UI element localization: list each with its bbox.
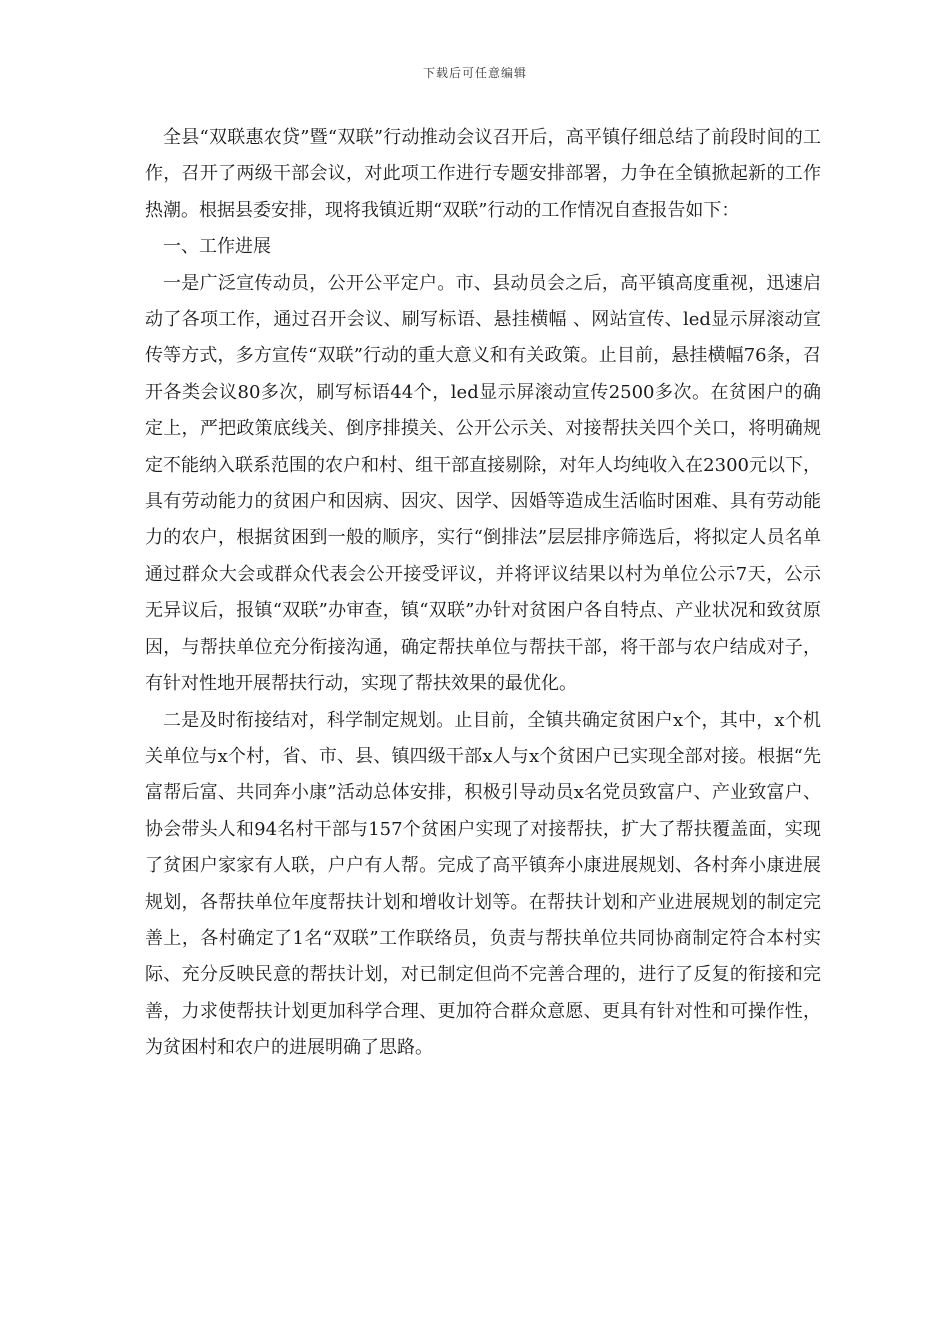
body-paragraph: 一是广泛宣传动员，公开公平定户。市、县动员会之后，高平镇高度重视，迅速启动了各项工作，通过召开会议、刷写标语、悬挂横幅 、网站宣传、led显示屏滚动宣传等方式，多方宣传“双联”行动的重大意义和有关政策。止目前，悬挂横幅76条，召开各类会议80多次，刷写标语44个，led显示屏滚动宣传2500多次。在贫困户的确定上，严把政策底线关、倒序排摸关、公开公示关、对接帮扶关四个关口，将明确规定不能纳入联系范围的农户和村、组干部直接剔除，对年人均纯收入在2300元以下，具有劳动能力的贫困户和因病、因灾、因学、因婚等造成生活临时困难、具有劳动能力的农户，根据贫困到一般的顺序，实行“倒排法”层层排序筛选后，将拟定人员名单通过群众大会或群众代表会公开接受评议，并将评议结果以村为单位公示7天，公示无异议后，报镇“双联”办审查，镇“双联”办针对贫困户各自特点、产业状况和致贫原因，与帮扶单位充分衔接沟通，确定帮扶单位与帮扶干部，将干部与农户结成对子，有针对性地开展帮扶行动，实现了帮扶效果的最优化。 (145, 272, 821, 695)
page-header-note: 下载后可任意编辑 (422, 66, 527, 80)
intro-paragraph: 全县“双联惠农贷”暨“双联”行动推动会议召开后，高平镇仔细总结了前段时间的工作，召开了两级干部会议，对此项工作进行专题安排部署，力争在全镇掀起新的工作热潮。根据县委安排，现将我镇近期“双联”行动的工作情况自查报告如下： (145, 127, 821, 221)
section-heading: 一、工作进展 (163, 236, 271, 258)
document-body (145, 120, 821, 1067)
body-paragraph: 二是及时衔接结对，科学制定规划。止目前，全镇共确定贫困户x个，其中，x个机关单位与x个村，省、市、县、镇四级干部x人与x个贫困户已实现全部对接。根据“先富帮后富、共同奔小康”活动总体安排，积极引导动员x名党员致富户、产业致富户、协会带头人和94名村干部与157个贫困户实现了对接帮扶，扩大了帮扶覆盖面，实现了贫困户家家有人联，户户有人帮。完成了高平镇奔小康进展规划、各村奔小康进展规划，各帮扶单位年度帮扶计划和增收计划等。在帮扶计划和产业进展规划的制定完善上，各村确定了1名“双联”工作联络员，负责与帮扶单位共同协商制定符合本村实际、充分反映民意的帮扶计划，对已制定但尚不完善合理的，进行了反复的衔接和完善，力求使帮扶计划更加科学合理、更加符合群众意愿、更具有针对性和可操作性，为贫困村和农户的进展明确了思路。 (145, 709, 821, 1059)
